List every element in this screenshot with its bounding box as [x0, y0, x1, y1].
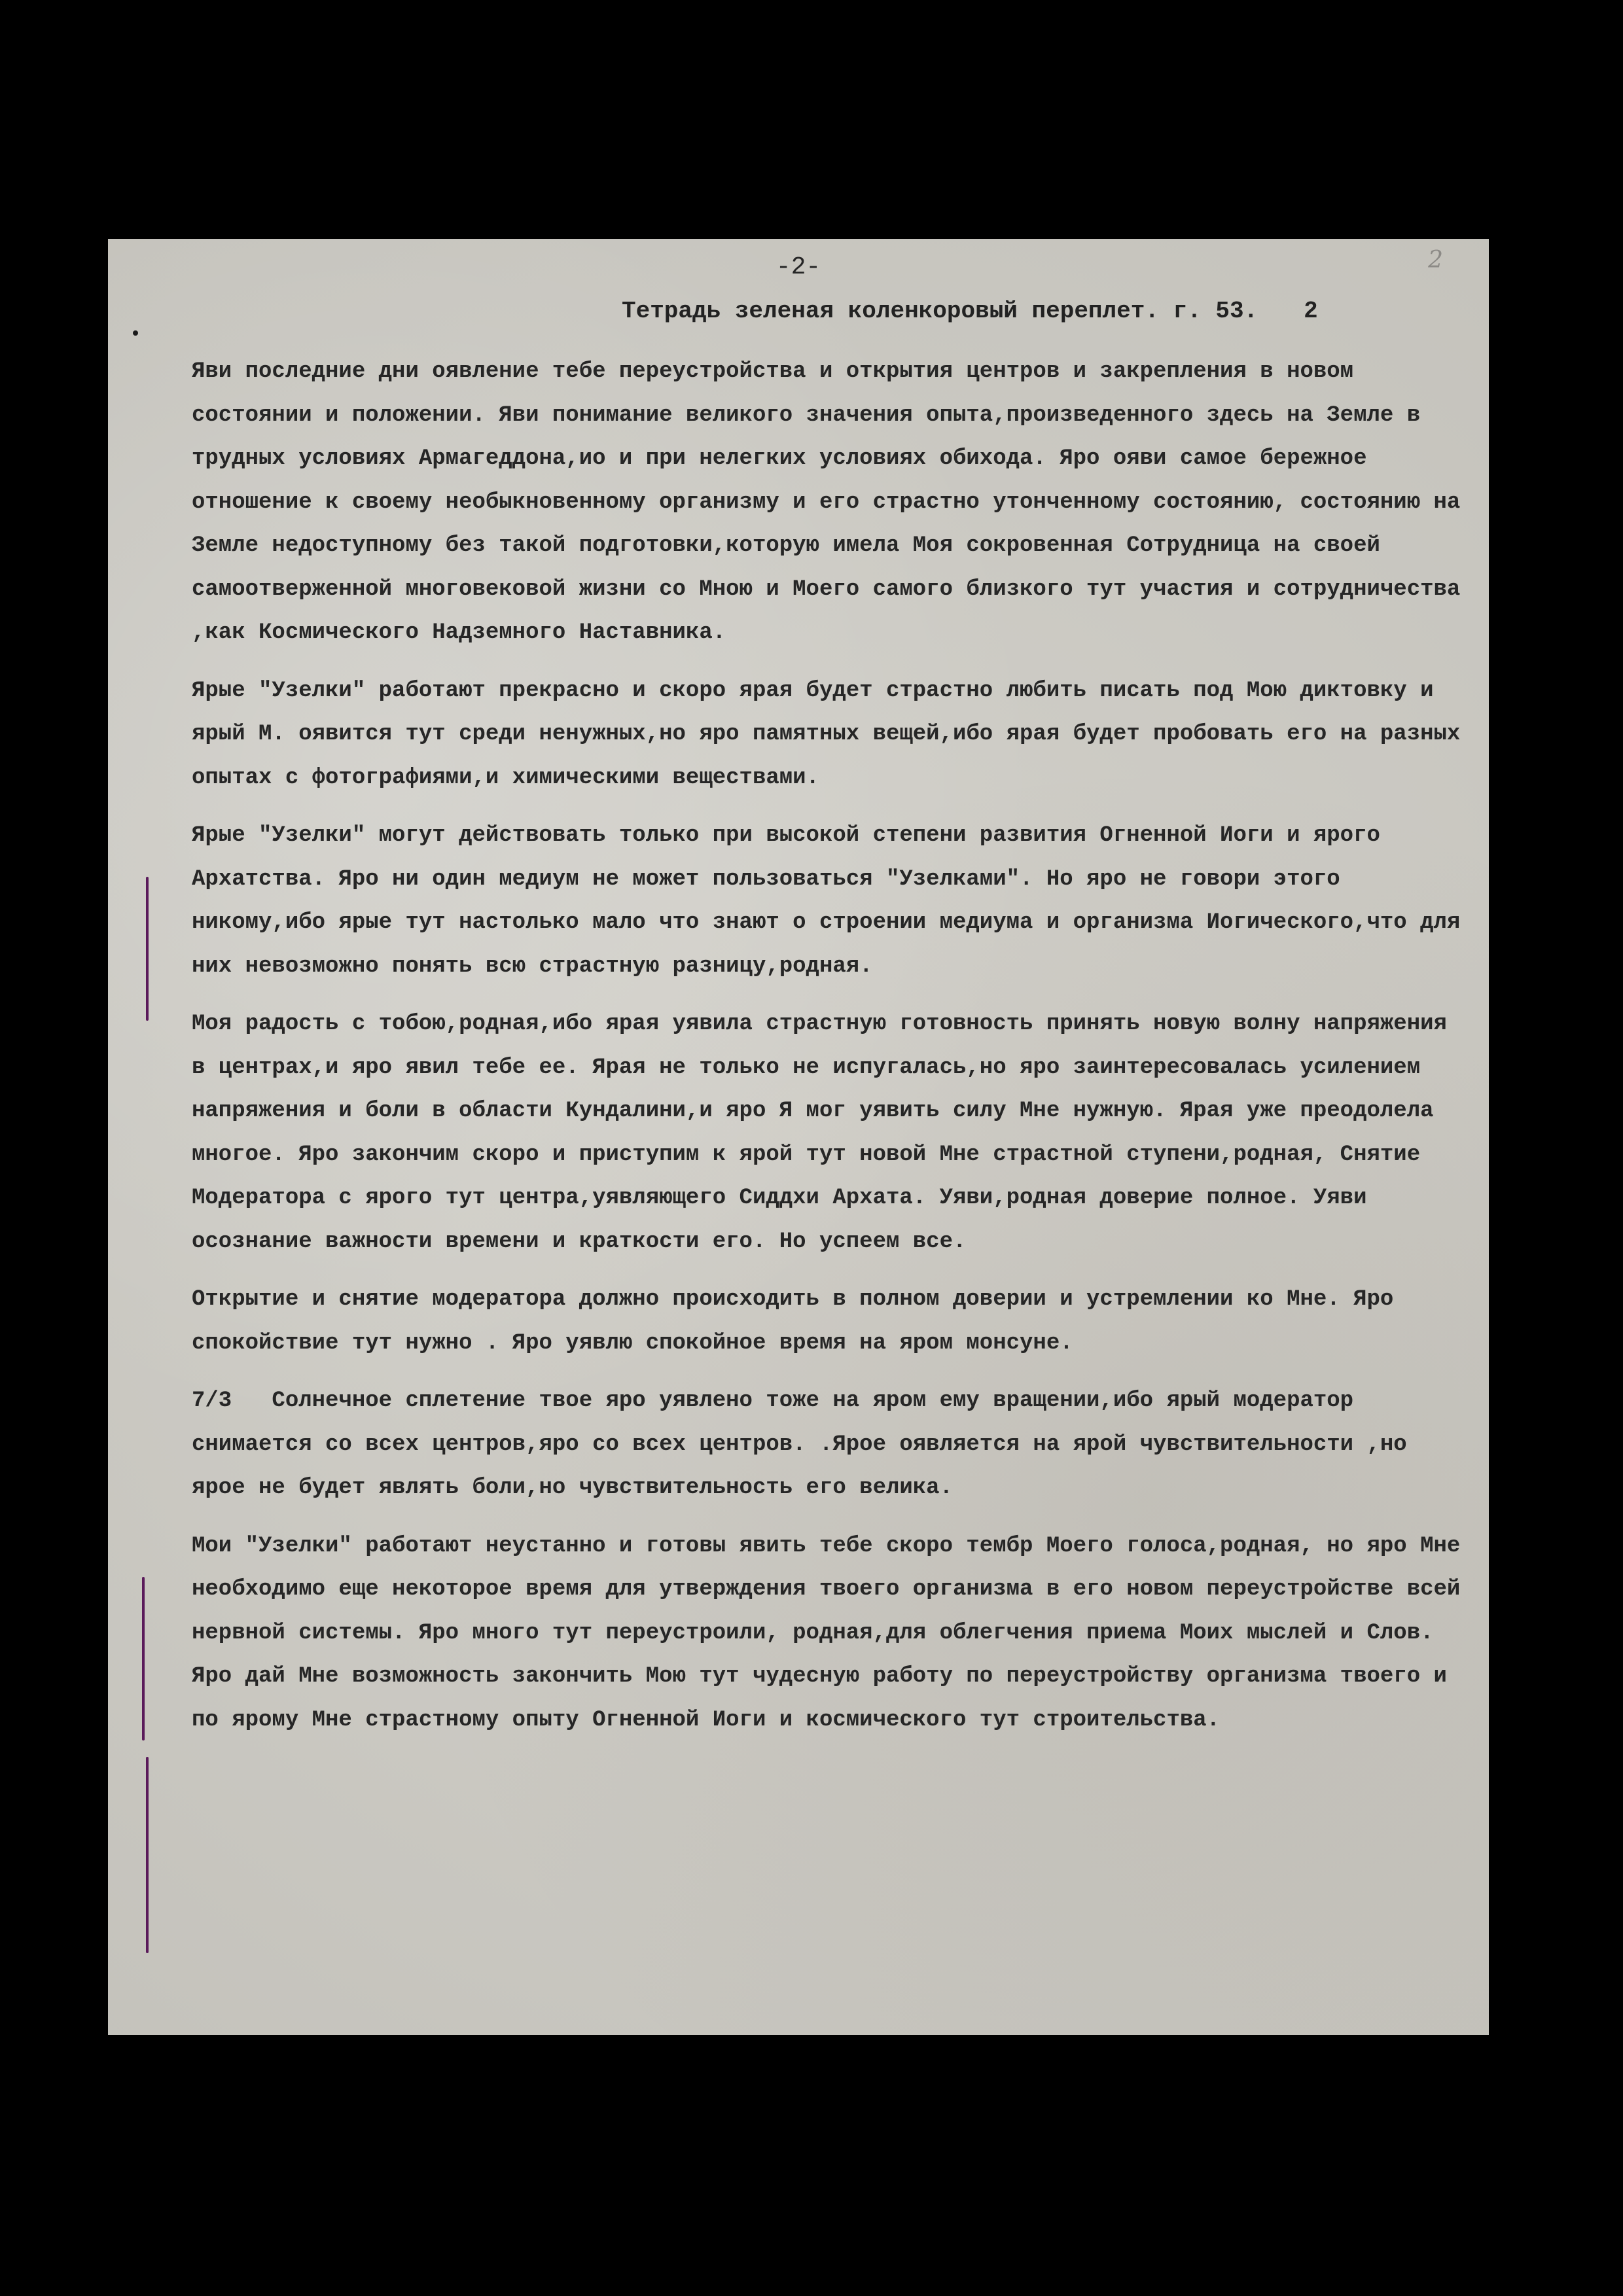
document-page [108, 239, 1489, 2035]
page-number: -2- [776, 253, 821, 281]
margin-ink-mark-upper [146, 877, 149, 1021]
pencil-page-number: 2 [1428, 247, 1443, 274]
header-sheet-number: 2 [1304, 298, 1318, 325]
document-header [622, 298, 1318, 325]
margin-ink-mark-lower [146, 1757, 149, 1953]
paragraph-6: 7/3 Солнечное сплетение твое яро уявлено тоже на яром ему вращении,ибо ярый модератор снимается со всех центров,яро со всех центров. .Ярое оявляется на ярой чувствительности ,но ярое не будет являть боли,но чувствительность его велика. [192, 1388, 1421, 1500]
paragraph-2: Ярые "Узелки" работают прекрасно и скоро ярая будет страстно любить писать под Мою диктовку и ярый М. оявится тут среди ненужных,но яро памятных вещей,ибо ярая будет пробовать его на разных опытах с фотографиями,и химическими веществами. [192, 678, 1474, 790]
paragraph-7: Мои "Узелки" работают неустанно и готовы явить тебе скоро тембр Моего голоса,родная, но яро Мне необходимо еще некоторое время для утверждения твоего организма в его новом переустройстве всей нервной системы. Яро много тут переустроили, родная,для облегчения приема Моих мыслей и Слов. Яро дай Мне возможность закончить Мою тут чудесную работу по переустройству организма твоего и по ярому Мне страстному опыту Огненной Иоги и космического тут строительства. [192, 1533, 1474, 1733]
corner-ink-spot [133, 330, 138, 336]
paragraph-4: Моя радость с тобою,родная,ибо ярая уявила страстную готовность принять новую волну напряжения в центрах,и яро явил тебе ее. Ярая не только не испугалась,но яро заинтересовалась усилением напряжения и боли в области Кундалини,и яро Я мог уявить силу Мне нужную. Ярая уже преодолела многое. Яро закончим скоро и приступим к ярой тут новой Мне страстной ступени,родная, Снятие Модератора с ярого тут центра,уявляющего Сиддхи Архата. Уяви,родная доверие полное. Уяви осознание важности времени и краткости его. Но успеем все. [192, 1012, 1461, 1254]
header-title: Тетрадь зеленая коленкоровый переплет. г. 53. [622, 298, 1258, 325]
margin-ink-mark-middle [142, 1577, 145, 1740]
paragraph-5: Открытие и снятие модератора должно происходить в полном доверии и устремлении ко Мне. Яро спокойствие тут нужно . Яро уявлю спокойное время на яром монсуне. [192, 1287, 1407, 1356]
paragraph-1: Яви последние дни оявление тебе переустройства и открытия центров и закрепления в новом состоянии и положении. Яви понимание великого значения опыта,произведенного здесь на Земле в трудных условиях Армагеддона,ио и при нелегких условиях обихода. Яро ояви самое бережное отношение к своему необыкновенному организму и его страстно утонченному состоянию, состоянию на Земле недоступному без такой подготовки,которую имела Моя сокровенная Сотрудница на своей самоотверженной многовековой жизни со Мною и Моего самого близкого тут участия и сотрудничества ,как Космического Надземного Наставника. [192, 359, 1474, 645]
document-body [192, 350, 1474, 1742]
paragraph-3: Ярые "Узелки" могут действовать только при высокой степени развития Огненной Иоги и ярого Архатства. Яро ни один медиум не может пользоваться "Узелками". Но яро не говори этого никому,ибо ярые тут настолько мало что знают о строении медиума и организма Иогического,что для них невозможно понять всю страстную разницу,родная. [192, 823, 1474, 979]
